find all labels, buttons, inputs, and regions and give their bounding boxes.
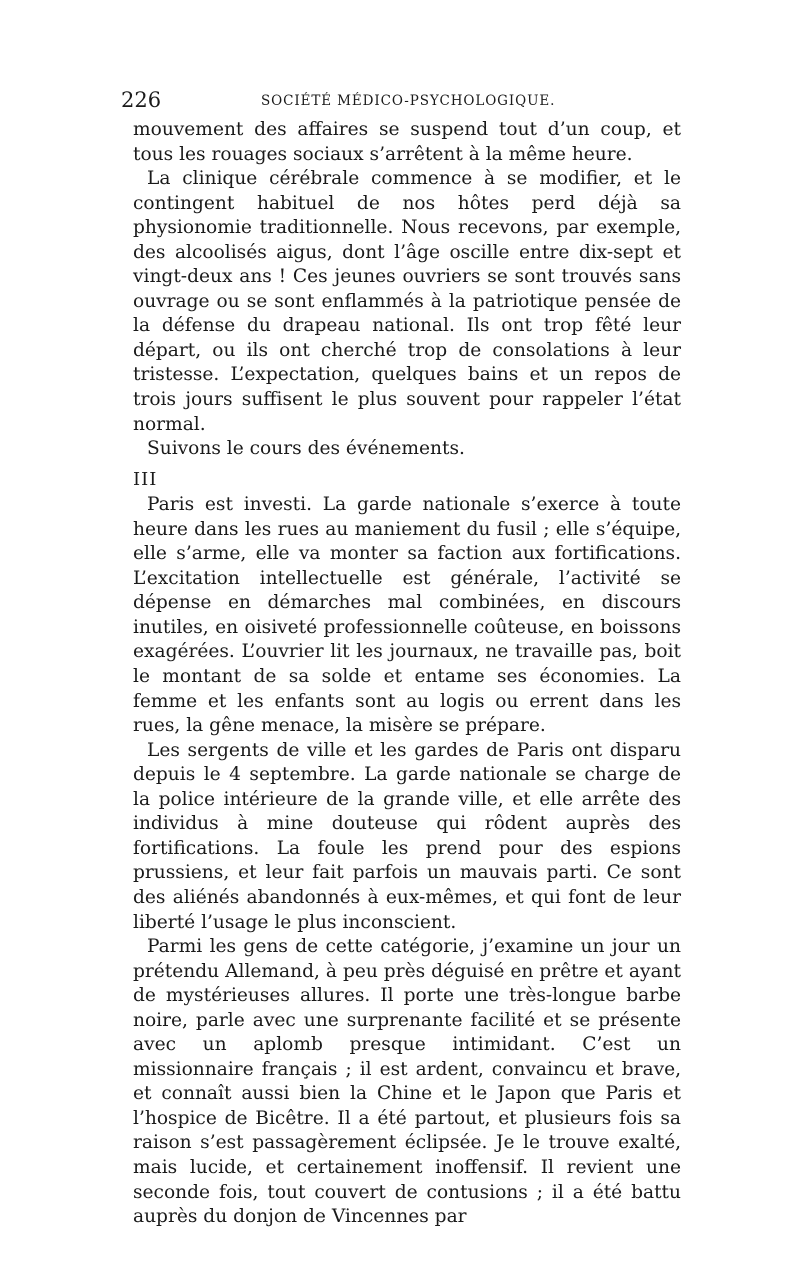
body-text <box>133 118 681 1230</box>
paragraph-2: La clinique cérébrale commence à se modifier, et le contingent habituel de nos hôtes perd déjà sa physionomie traditionnelle. Nous recevons, par exemple, des alcoolisés aigus, dont l’âge oscille entre dix-sept et vingt-deux ans ! Ces jeunes ouvriers se sont trouvés sans ouvrage ou se sont enflammés à la patriotique pensée de la défense du drapeau national. Ils ont trop fêté leur départ, ou ils ont cherché trop de consolations à leur tristesse. L’expectation, quelques bains et un repos de trois jours suffisent le plus souvent pour rappeler l’état normal. <box>133 168 681 435</box>
paragraph-4: Paris est investi. La garde nationale s’exerce à toute heure dans les rues au maniement du fusil ; elle s’équipe, elle s’arme, elle va monter sa faction aux fortifications. L’excitation intellectuelle est générale, l’activité se dépense en démarches mal combinées, en discours inutiles, en oisiveté professionnelle coûteuse, en boissons exagérées. L’ouvrier lit les journaux, ne travaille pas, boit le montant de sa solde et entame ses économies. La femme et les enfants sont au logis ou errent dans les rues, la gêne menace, la misère se prépare. <box>133 494 681 737</box>
paragraph-6: Parmi les gens de cette catégorie, j’examine un jour un prétendu Allemand, à peu près déguisé en prêtre et ayant de mystérieuses allures. Il porte une très-longue barbe noire, parle avec une surprenante facilité et se présente avec un aplomb presque intimidant. C’est un missionnaire français ; il est ardent, convaincu et brave, et connaît aussi bien la Chine et le Japon que Paris et l’hospice de Bicêtre. Il a été partout, et plusieurs fois sa raison s’est passagèrement éclipsée. Je le trouve exalté, mais lucide, et certainement inoffensif. Il revient une seconde fois, tout couvert de contusions ; il a été battu auprès du donjon de Vincennes par <box>133 936 681 1228</box>
running-title: SOCIÉTÉ MÉDICO-PSYCHOLOGIQUE. <box>261 93 556 109</box>
running-head <box>121 88 681 118</box>
paragraph-1: mouvement des affaires se suspend tout d’un coup, et tous les rouages sociaux s’arrêtent à la même heure. <box>133 119 681 165</box>
paragraph-5: Les sergents de ville et les gardes de Paris ont disparu depuis le 4 septembre. La garde nationale se charge de la police intérieure de la grande ville, et elle arrête des individus à mine douteuse qui rôdent auprès des fortifications. La foule les prend pour des espions prussiens, et leur fait parfois un mauvais parti. Ce sont des aliénés abandonnés à eux-mêmes, et qui font de leur liberté l’usage le plus inconscient. <box>133 739 681 933</box>
paragraph-3: Suivons le cours des événements. <box>147 438 465 460</box>
book-page <box>121 88 681 1230</box>
section-heading: III <box>133 468 158 490</box>
page-number: 226 <box>121 88 162 112</box>
